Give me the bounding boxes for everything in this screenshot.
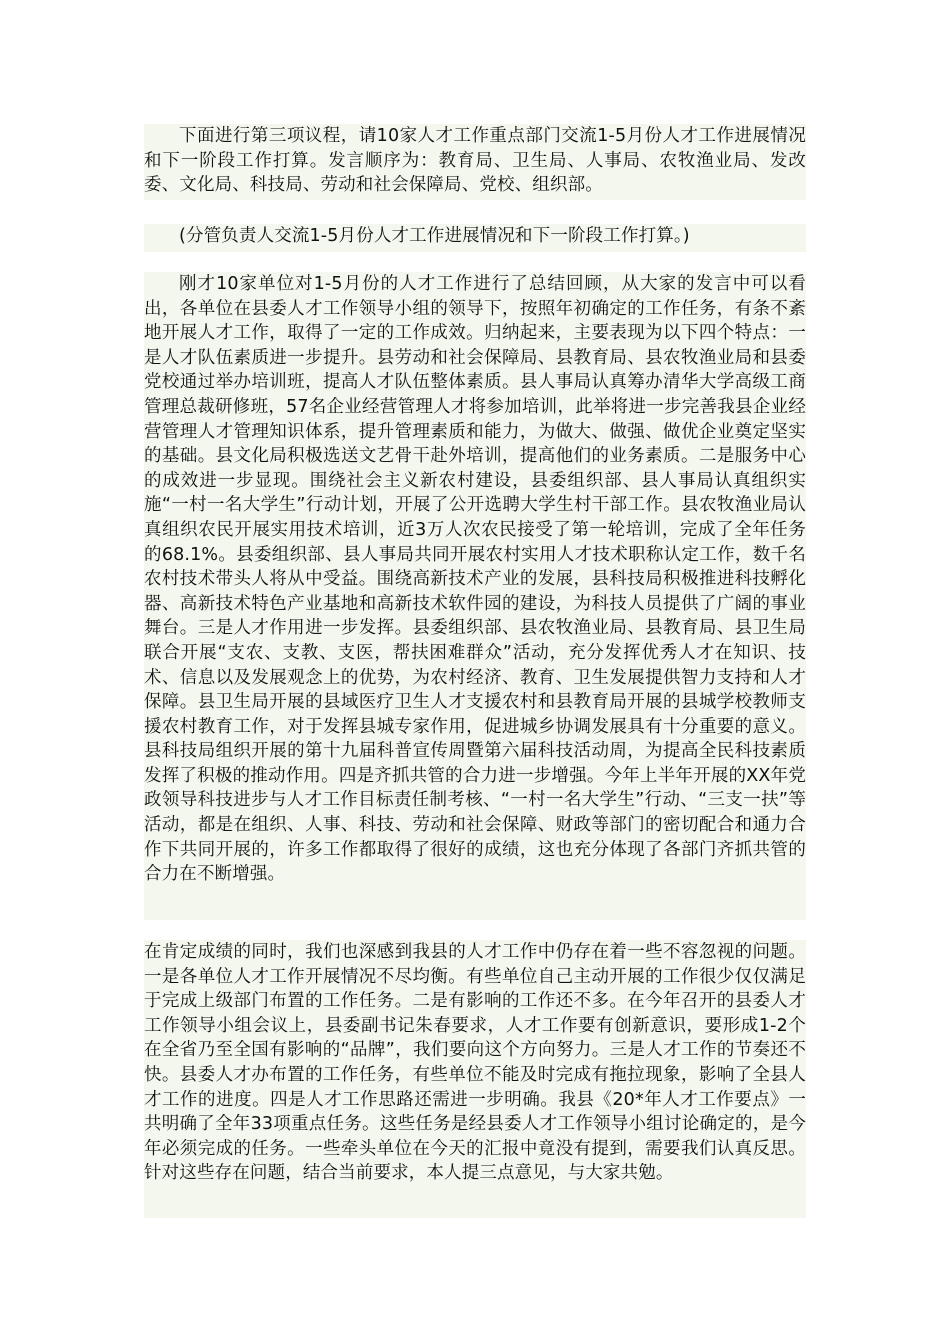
paragraph-text: 下面进行第三项议程，请10家人才工作重点部门交流1-5月份人才工作进展情况和下一阶段工作打算。发言顺序为：教育局、卫生局、人事局、农牧渔业局、发改委、文化局、科技局、劳动和社会保障局、党校、组织部。	[144, 126, 806, 196]
paragraph-text: 刚才10家单位对1-5月份的人才工作进行了总结回顾，从大家的发言中可以看出，各单位在县委人才工作领导小组的领导下，按照年初确定的工作任务，有条不紊地开展人才工作，取得了一定的工作成效。归纳起来，主要表现为以下四个特点：一是人才队伍素质进一步提升。县劳动和社会保障局、县教育局、县农牧渔业局和县委党校通过举办培训班，提高人才队伍整体素质。县人事局认真筹办清华大学高级工商管理总裁研修班，57名企业经营管理人才将参加培训，此举将进一步完善我县企业经营管理人才管理知识体系，提升管理素质和能力，为做大、做强、做优企业奠定坚实的基础。县文化局积极选送文艺骨干赴外培训，提高他们的业务素质。二是服务中心的成效进一步显现。围绕社会主义新农村建设，县委组织部、县人事局认真组织实施“一村一名大学生”行动计划，开展了公开选聘大学生村干部工作。县农牧渔业局认真组织农民开展实用技术培训，近3万人次农民接受了第一轮培训，完成了全年任务的68.1%。县委组织部、县人事局共同开展农村实用人才技术职称认定工作，数千名农村技术带头人将从中受益。围绕高新技术产业的发展，县科技局积极推进科技孵化器、高新技术特色产业基地和高新技术软件园的建设，为科技人员提供了广阔的事业舞台。三是人才作用进一步发挥。县委组织部、县农牧渔业局、县教育局、县卫生局联合开展“支农、支教、支医，帮扶困难群众”活动，充分发挥优秀人才在知识、技术、信息以及发展观念上的优势，为农村经济、教育、卫生发展提供智力支持和人才保障。县卫生局开展的县域医疗卫生人才支援农村和县教育局开展的县城学校教师支援农村教育工作，对于发挥县城专家作用，促进城乡协调发展具有十分重要的意义。县科技局组织开展的第十九届科普宣传周暨第六届科技活动周，为提高全民科技素质发挥了积极的推动作用。四是齐抓共管的合力进一步增强。今年上半年开展的XX年党政领导科技进步与人才工作目标责任制考核、“一村一名大学生”行动、“三支一扶”等活动，都是在组织、人事、科技、劳动和社会保障、财政等部门的密切配合和通力合作下共同开展的，许多工作都取得了很好的成绩，这也充分体现了各部门齐抓共管的合力在不断增强。	[144, 274, 806, 885]
paragraph-summary	[144, 272, 806, 920]
paragraph-note	[144, 224, 806, 252]
paragraph-text: (分管负责人交流1-5月份人才工作进展情况和下一阶段工作打算。)	[179, 226, 690, 246]
paragraph-problems	[144, 940, 806, 1218]
paragraph-agenda	[144, 124, 806, 200]
paragraph-text: 在肯定成绩的同时，我们也深感到我县的人才工作中仍存在着一些不容忽视的问题。一是各单位人才工作开展情况不尽均衡。有些单位自己主动开展的工作很少仅仅满足于完成上级部门布置的工作任务。二是有影响的工作还不多。在今年召开的县委人才工作领导小组会议上，县委副书记朱春要求，人才工作要有创新意识，要形成1-2个在全省乃至全国有影响的“品牌”，我们要向这个方向努力。三是人才工作的节奏还不快。县委人才办布置的工作任务，有些单位不能及时完成有拖拉现象，影响了全县人才工作的进度。四是人才工作思路还需进一步明确。我县《20*年人才工作要点》一共明确了全年33项重点任务。这些任务是经县委人才工作领导小组讨论确定的，是今年必须完成的任务。一些牵头单位在今天的汇报中竟没有提到，需要我们认真反思。针对这些存在问题，结合当前要求，本人提三点意见，与大家共勉。	[144, 942, 806, 1184]
